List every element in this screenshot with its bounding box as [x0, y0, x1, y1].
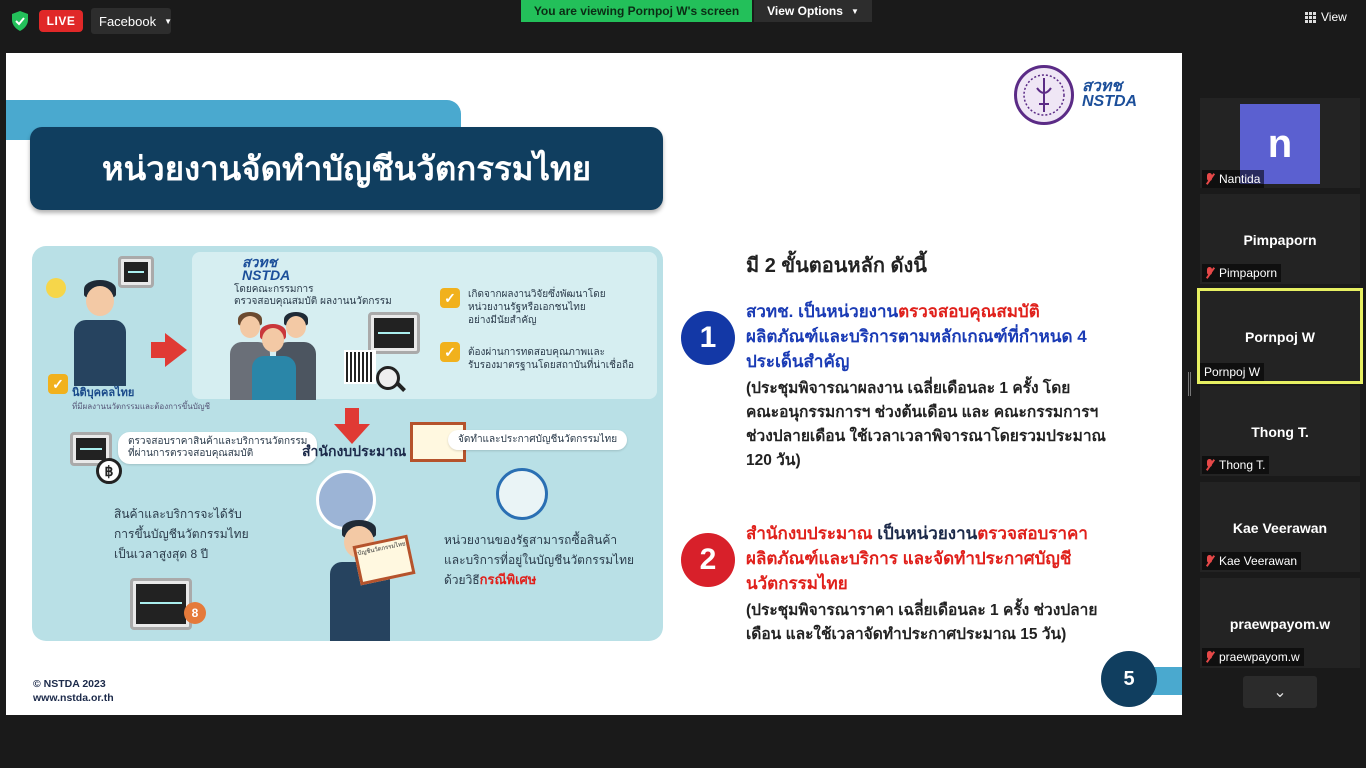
participant-tile[interactable]	[1200, 578, 1360, 668]
participant-center-name: praewpayom.w	[1229, 616, 1331, 632]
step2-line-b: ผลิตภัณฑ์และบริการ และจัดทำประกาศบัญชี	[746, 549, 1072, 568]
participant-label	[1200, 363, 1264, 381]
chevron-down-icon: ▼	[850, 6, 859, 16]
committee-people-illustration	[228, 310, 328, 400]
committee-line-1: โดยคณะกรรมการ	[234, 284, 314, 295]
participant-center-name: Pornpoj W	[1245, 329, 1315, 345]
participant-name: Nantida	[1219, 172, 1261, 186]
badge-8-icon: 8	[184, 602, 206, 624]
committee-line-2: ตรวจสอบคุณสมบัติ ผลงานนวัตกรรม	[234, 296, 392, 307]
participant-center-name: Kae Veerawan	[1232, 520, 1328, 536]
participant-label	[1202, 170, 1264, 188]
step1-detail-4: 120 วัน)	[746, 452, 801, 469]
slide-footer	[33, 677, 114, 705]
step1-line-a-prefix: สวทช. เป็นหน่วยงาน	[746, 302, 899, 321]
participant-tile[interactable]	[1200, 194, 1360, 284]
step2-highlight-1: สำนักงบประมาณ	[746, 524, 873, 543]
participant-name: Kae Veerawan	[1219, 554, 1298, 568]
price-check-pill	[118, 432, 317, 464]
special-case-highlight: กรณีพิเศษ	[479, 572, 537, 587]
monitor-illustration	[118, 256, 154, 288]
step2-highlight-2: ตรวจสอบราคา	[977, 524, 1088, 543]
view-options-label: View Options	[767, 4, 843, 18]
price-check-line-2: ที่ผ่านการตรวจสอบคุณสมบัติ	[128, 448, 254, 459]
check1-line-1: เกิดจากผลงานวิจัยซึ่งพัฒนาโดย	[468, 289, 606, 300]
slide-page-number: 5	[1101, 651, 1157, 707]
baht-coin-icon: ฿	[96, 458, 122, 484]
participant-name: praewpayom.w	[1219, 650, 1300, 664]
grid-view-icon	[1305, 12, 1316, 23]
shield-check-icon[interactable]	[11, 11, 29, 31]
person-illustration	[60, 276, 140, 386]
step-2-number: 2	[681, 533, 735, 587]
avatar: n	[1240, 104, 1320, 184]
logo-text-en: NSTDA	[1082, 93, 1138, 110]
check1-line-3: อย่างมีนัยสำคัญ	[468, 315, 537, 326]
monitor-illustration	[130, 578, 192, 630]
infographic	[32, 246, 663, 641]
budget-office-label: สำนักงบประมาณ	[302, 443, 407, 459]
nstda-emblem	[1014, 65, 1074, 125]
footer-copyright: © NSTDA 2023	[33, 678, 106, 690]
check-icon: ✓	[440, 288, 460, 308]
gov-line-2: และบริการที่อยู่ในบัญชีนวัตกรรมไทย	[444, 553, 635, 567]
step1-line-c: ประเด็นสำคัญ	[746, 352, 850, 371]
participant-name: Pornpoj W	[1204, 365, 1261, 379]
comptroller-seal	[496, 468, 548, 520]
view-label: View	[1321, 10, 1347, 24]
chevron-down-icon: ▼	[164, 16, 173, 26]
monitor-illustration	[368, 312, 420, 354]
view-options-button[interactable]	[754, 0, 872, 22]
facebook-stream-dropdown[interactable]	[91, 8, 171, 34]
live-button[interactable]: LIVE	[39, 10, 83, 32]
footer-website: www.nstda.or.th	[33, 692, 114, 704]
products-line-2: การขึ้นบัญชีนวัตกรรมไทย	[114, 527, 249, 541]
check1-line-2: หน่วยงานรัฐหรือเอกชนไทย	[468, 302, 586, 313]
nstda-logo	[1014, 65, 1174, 131]
small-logo-en: NSTDA	[242, 267, 291, 283]
scroll-participants-down-button[interactable]	[1243, 676, 1317, 708]
step1-detail-3: ช่วงปลายเดือน ใช้เวลาเวลาพิจารณาโดยรวมประมาณ	[746, 428, 1106, 445]
participant-tile[interactable]	[1200, 482, 1360, 572]
logo-text-thai: สวทช	[1082, 78, 1123, 95]
step2-detail-1: (ประชุมพิจารณาราคา เฉลี่ยเดือนละ 1 ครั้ง ช่วงปลาย	[746, 602, 1098, 619]
magnifier-icon	[376, 366, 400, 390]
step2-detail-2: เดือน และใช้เวลาจัดทำประกาศประมาณ 15 วัน)	[746, 626, 1067, 643]
announce-text: จัดทำและประกาศบัญชีนวัตกรรมไทย	[458, 434, 618, 445]
barcode-icon	[344, 350, 376, 384]
step2-line-c: นวัตกรรมไทย	[746, 574, 848, 593]
step-1-number: 1	[681, 311, 735, 365]
participant-label	[1202, 648, 1304, 666]
participant-center-name: Pimpaporn	[1243, 232, 1317, 248]
participant-name: Thong T.	[1219, 458, 1266, 472]
mic-off-icon	[1206, 555, 1214, 567]
gov-line-1: หน่วยงานของรัฐสามารถซื้อสินค้า	[444, 533, 618, 547]
participant-name: Pimpaporn	[1219, 266, 1278, 280]
chevron-down-icon: ⌄	[1273, 684, 1287, 701]
panel-resize-handle[interactable]	[1188, 372, 1191, 396]
shared-screen-slide	[6, 53, 1182, 715]
check-icon: ✓	[48, 374, 68, 394]
step1-detail-2: คณะอนุกรรมการฯ ช่วงต้นเดือน และ คณะกรรมการฯ	[746, 404, 1099, 421]
mic-off-icon	[1206, 459, 1214, 471]
view-layout-button[interactable]	[1305, 10, 1347, 24]
gov-line-3-prefix: ด้วยวิธี	[444, 573, 480, 587]
mic-off-icon	[1206, 267, 1214, 279]
steps-heading: มี 2 ขั้นตอนหลัก ดังนี้	[746, 255, 927, 277]
step1-line-a-highlight: ตรวจสอบคุณสมบัติ	[898, 302, 1040, 321]
products-line-1: สินค้าและบริการจะได้รับ	[114, 507, 242, 521]
left-label-sub: ที่มีผลงานนวัตกรรมและต้องการขึ้นบัญชี	[72, 402, 211, 411]
announce-pill	[448, 430, 627, 450]
slide-title: หน่วยงานจัดทำบัญชีนวัตกรรมไทย	[30, 127, 663, 210]
check2-line-2: รับรองมาตรฐานโดยสถาบันที่น่าเชื่อถือ	[468, 360, 635, 371]
mic-off-icon	[1206, 173, 1214, 185]
participant-label	[1202, 456, 1269, 474]
check2-line-1: ต้องผ่านการทดสอบคุณภาพและ	[468, 347, 605, 358]
mic-off-icon	[1206, 651, 1214, 663]
price-check-line-1: ตรวจสอบราคาสินค้าและบริการนวัตกรรม	[128, 436, 308, 447]
left-label-title: นิติบุคคลไทย	[72, 387, 135, 399]
viewing-screen-banner: You are viewing Pornpoj W's screen	[521, 0, 752, 22]
step1-line-b: ผลิตภัณฑ์และบริการตามหลักเกณฑ์ที่กำหนด 4	[746, 327, 1087, 346]
participant-tile[interactable]	[1200, 386, 1360, 476]
small-logo-thai: สวทช	[242, 254, 278, 270]
meeting-topbar	[0, 0, 1366, 44]
check-icon: ✓	[440, 342, 460, 362]
step1-detail-1: (ประชุมพิจารณาผลงาน เฉลี่ยเดือนละ 1 ครั้ง โดย	[746, 380, 1071, 397]
facebook-label: Facebook	[99, 13, 157, 29]
participant-center-name: Thong T.	[1251, 424, 1309, 440]
participant-label	[1202, 552, 1301, 570]
products-line-3: เป็นเวลาสูงสุด 8 ปี	[114, 547, 209, 561]
certificate-label: บัญชีนวัตกรรมไทย	[357, 541, 407, 558]
lightbulb-icon	[46, 278, 66, 298]
participant-tile-active-speaker[interactable]	[1197, 288, 1363, 384]
arrow-right-icon	[165, 333, 187, 367]
participant-label	[1202, 264, 1281, 282]
step2-line-a-mid: เป็นหน่วยงาน	[872, 524, 978, 543]
arrow-down-icon	[334, 424, 370, 444]
